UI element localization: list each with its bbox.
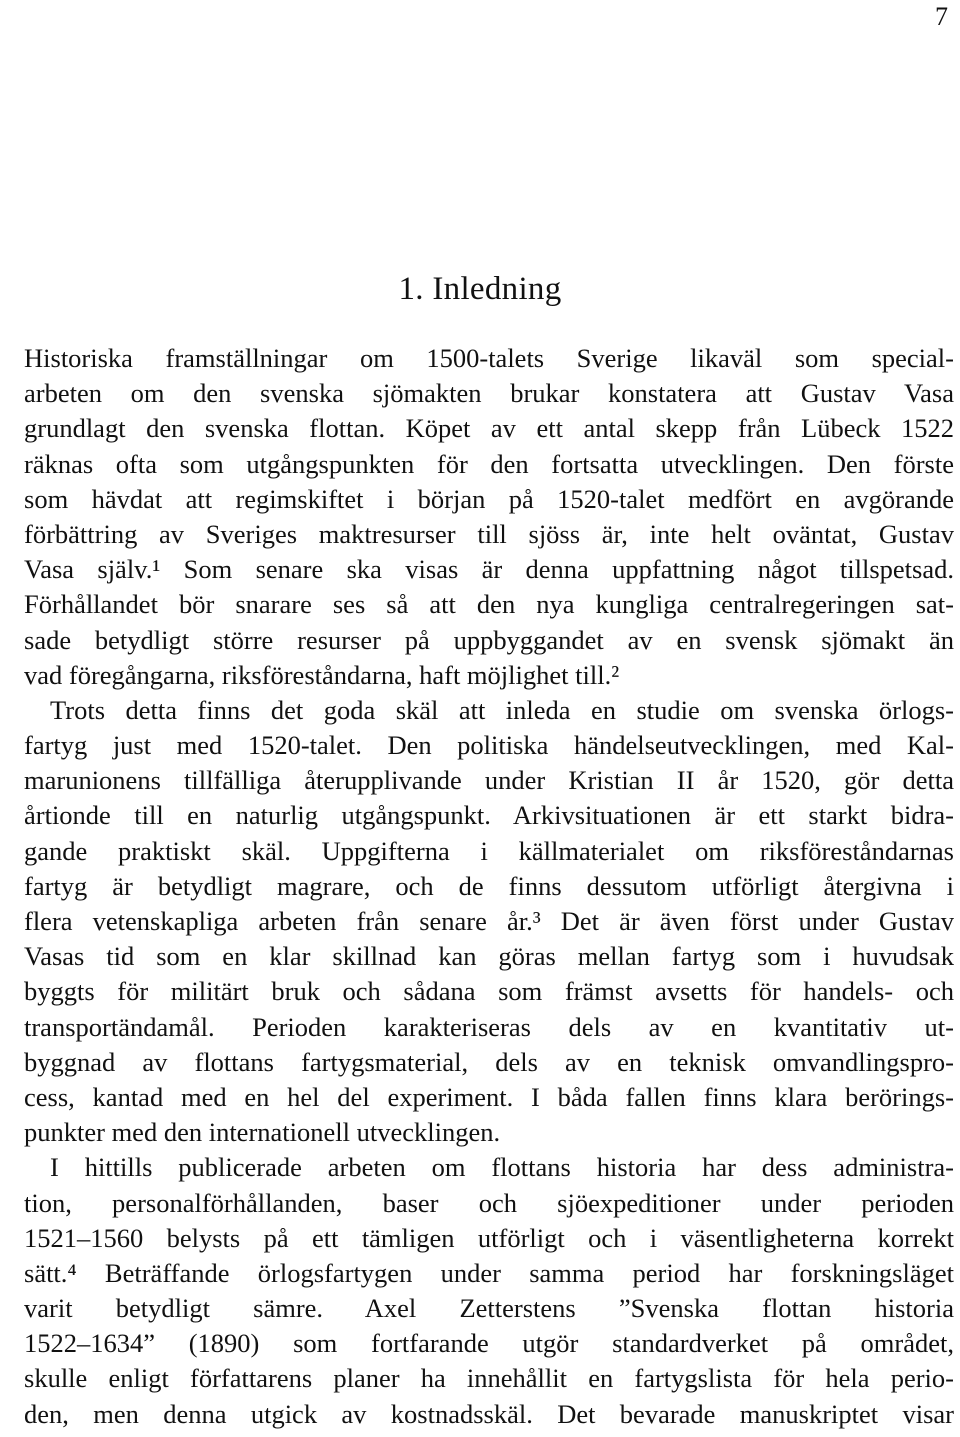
text-line: transportändamål. Perioden karakteriseras dels av en kvantitativ ut- (24, 1011, 954, 1042)
text-line: I hittills publicerade arbeten om flottans historia har dess administra- (50, 1152, 954, 1183)
text-line: Trots detta finns det goda skäl att inleda en studie om svenska örlogs- (50, 694, 954, 725)
text-line: cess, kantad med en hel del experiment. I båda fallen finns klara berörings- (24, 1081, 954, 1112)
text-line: Vasa själv.¹ Som senare ska visas är denna uppfattning något tillspetsad. (24, 554, 954, 585)
text-line: skulle enligt författarens planer ha innehållit en fartygslista för hela perio- (24, 1363, 954, 1394)
text-line: gande praktiskt skäl. Uppgifterna i källmaterialet om riksföreståndarnas (24, 835, 954, 866)
text-line: Vasas tid som en klar skillnad kan göras mellan fartyg som i huvudsak (24, 941, 954, 972)
text-line: arbeten om den svenska sjömakten brukar konstatera att Gustav Vasa (24, 378, 954, 409)
text-line: punkter med den internationell utvecklingen. (24, 1117, 501, 1148)
text-line: årtionde till en naturlig utgångspunkt. Arkivsituationen är ett starkt bidra- (24, 800, 954, 831)
text-line: fartyg är betydligt magrare, och de finns dessutom utförligt återgivna i (24, 870, 954, 901)
text-line: tion, personalförhållanden, baser och sjöexpeditioner under perioden (24, 1187, 954, 1218)
text-line: Historiska framställningar om 1500-talets Sverige likaväl som special- (24, 343, 954, 373)
text-line: byggnad av flottans fartygsmaterial, dels av en teknisk omvandlingspro- (24, 1046, 954, 1077)
text-line: 1521–1560 belysts på ett tämligen utförligt och i väsentligheterna korrekt (24, 1222, 954, 1253)
text-line: flera vetenskapliga arbeten från senare år.³ Det är även först under Gustav (24, 906, 954, 936)
text-line: sade betydligt större resurser på uppbyggandet av en svensk sjömakt än (24, 624, 954, 655)
text-line: vad föregångarna, riksföreståndarna, haft möjlighet till.² (24, 659, 620, 690)
text-line: räknas ofta som utgångspunkten för den fortsatta utvecklingen. Den förste (24, 448, 954, 479)
text-line: 1522–1634” (1890) som fortfarande utgör standardverket på området, (24, 1328, 954, 1359)
text-line: varit betydligt sämre. Axel Zetterstens ”Svenska flottan historia (24, 1293, 954, 1324)
text-line: sätt.⁴ Beträffande örlogsfartygen under samma period har forskningsläget (24, 1257, 954, 1288)
body-text (24, 341, 954, 1432)
text-line: som hävdat att regimskiftet i början på 1520-talet medfört en avgörande (24, 483, 954, 514)
text-line: byggts för militärt bruk och sådana som främst avsetts för handels- och (24, 976, 954, 1007)
text-line: marunionens tillfälliga återupplivande under Kristian II år 1520, gör detta (24, 765, 954, 796)
text-line: den, men denna utgick av kostnadsskäl. Det bevarade manuskriptet visar (24, 1398, 954, 1429)
text-line: Förhållandet bör snarare ses så att den nya kungliga centralregeringen sat- (24, 589, 954, 620)
text-line: grundlagt den svenska flottan. Köpet av ett antal skepp från Lübeck 1522 (24, 413, 954, 444)
page-number: 7 (935, 2, 948, 31)
chapter-title: 1. Inledning (398, 271, 562, 307)
text-line: förbättring av Sveriges maktresurser till sjöss är, inte helt oväntat, Gustav (24, 518, 954, 549)
text-line: fartyg just med 1520-talet. Den politiska händelseutvecklingen, med Kal- (24, 730, 954, 761)
